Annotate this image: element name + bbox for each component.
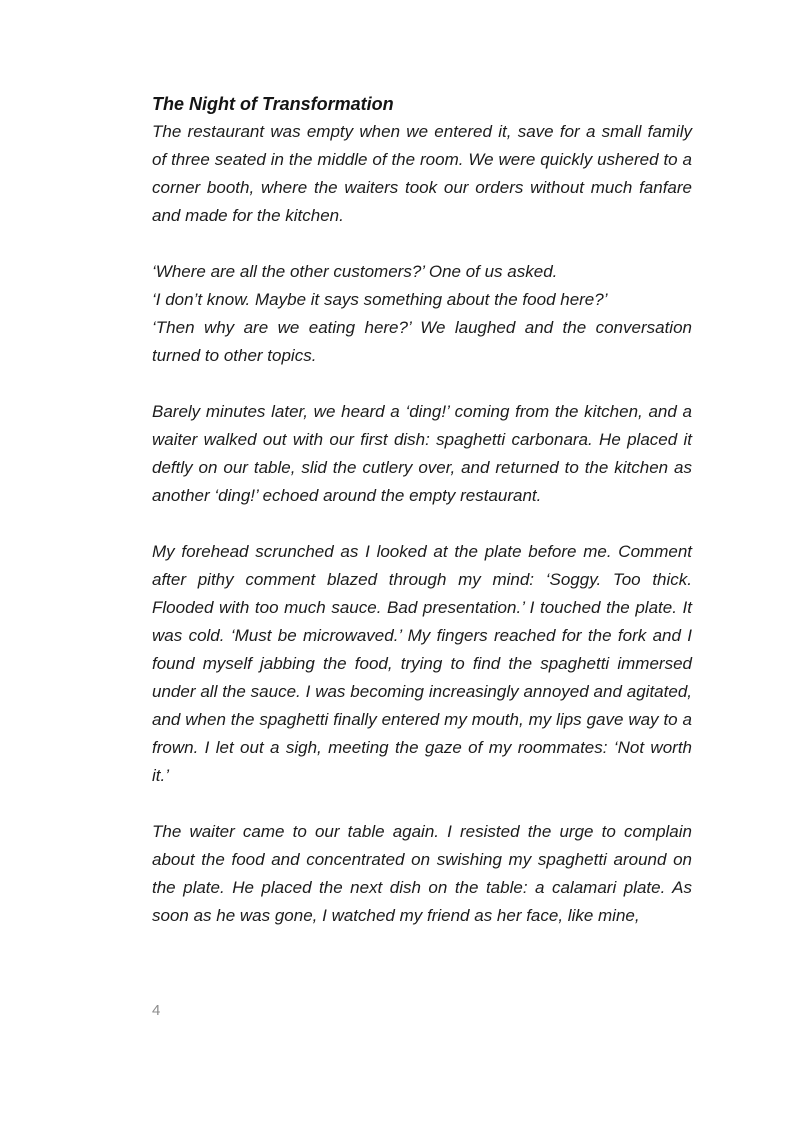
dialogue-line: ‘Then why are we eating here?’ We laughed and the conversation turned to other topics. xyxy=(152,318,692,365)
story-paragraph: Barely minutes later, we heard a ‘ding!’ coming from the kitchen, and a waiter walked out with our first dish: spaghetti carbonara. He placed it deftly on our table, slid the cutlery over, and returned to the kitchen as another ‘ding!’ echoed around the empty restaurant. xyxy=(152,402,692,505)
story-paragraph: My forehead scrunched as I looked at the plate before me. Comment after pithy comment blazed through my mind: ‘Soggy. Too thick. Flooded with too much sauce. Bad presentation.’ I touched the plate. It was cold. ‘Must be microwaved.’ My fingers reached for the fork and I found myself jabbing the food, trying to find the spaghetti immersed under all the sauce. I was becoming increasingly annoyed and agitated, and when the spaghetti finally entered my mouth, my lips gave way to a frown. I let out a sigh, meeting the gaze of my roommates: ‘Not worth it.’ xyxy=(152,542,692,785)
story-paragraph: The restaurant was empty when we entered it, save for a small family of three seated in the middle of the room. We were quickly ushered to a corner booth, where the waiters took our orders without much fanfare and made for the kitchen. xyxy=(152,122,692,225)
dialogue-line: ‘Where are all the other customers?’ One of us asked. xyxy=(152,262,558,281)
dialogue-line: ‘I don’t know. Maybe it says something about the food here?’ xyxy=(152,290,608,309)
dialogue-block xyxy=(152,258,692,370)
story-content xyxy=(152,90,692,958)
page-number: 4 xyxy=(152,1002,161,1019)
page-title: The Night of Transformation xyxy=(152,94,394,114)
story-paragraph: The waiter came to our table again. I resisted the urge to complain about the food and concentrated on swishing my spaghetti around on the plate. He placed the next dish on the table: a calamari plate. As soon as he was gone, I watched my friend as her face, like mine, xyxy=(152,822,692,925)
